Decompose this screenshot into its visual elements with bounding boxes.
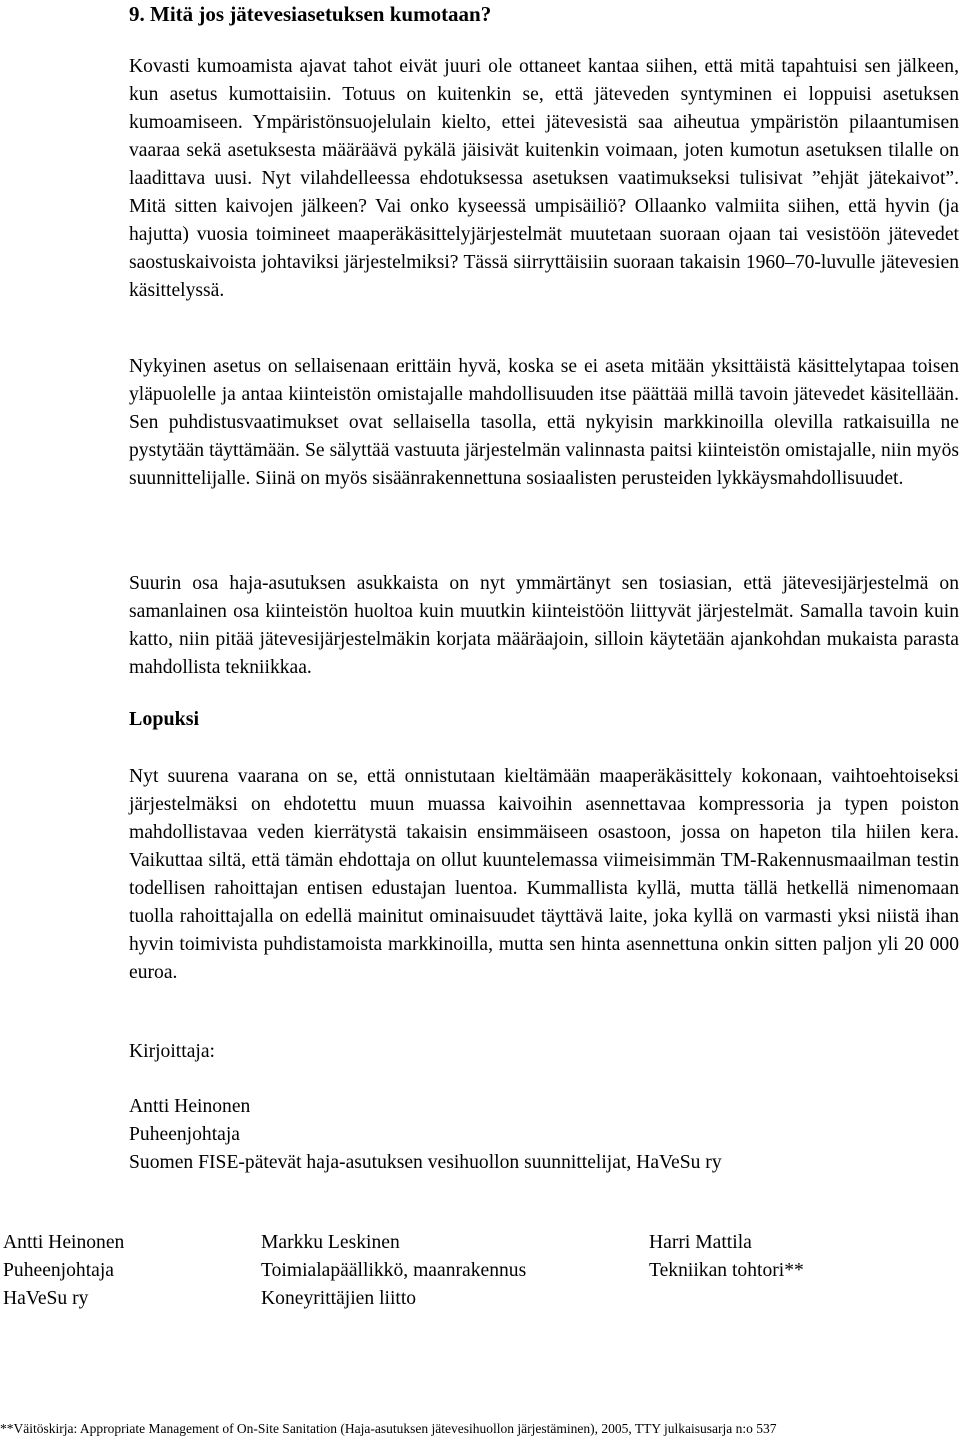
signature-org: HaVeSu ry	[3, 1288, 89, 1309]
signature-role: Tekniikan tohtori**	[649, 1260, 804, 1281]
signature-org	[649, 1285, 804, 1313]
signature-name: Markku Leskinen	[261, 1232, 400, 1253]
signature-block-1	[3, 1229, 124, 1313]
signature-role: Puheenjohtaja	[3, 1260, 114, 1281]
signature-name: Harri Mattila	[649, 1232, 752, 1253]
subheading-lopuksi: Lopuksi	[129, 708, 200, 730]
signature-block-3	[649, 1229, 804, 1313]
signature-org: Koneyrittäjien liitto	[261, 1288, 417, 1309]
signature-block-2	[261, 1229, 526, 1313]
signature-name: Antti Heinonen	[3, 1232, 125, 1253]
signature-role: Toimialapäällikkö, maanrakennus	[261, 1260, 527, 1281]
author-title: Puheenjohtaja	[129, 1124, 240, 1145]
author-org: Suomen FISE-pätevät haja-asutuksen vesihuollon suunnittelijat, HaVeSu ry	[129, 1152, 722, 1173]
closing-paragraph: Nyt suurena vaarana on se, että onnistutaan kieltämään maaperäkäsittely kokonaan, vaihtoehtoiseksi järjestelmäksi on ehdotettu muun muassa kaivoihin asennettavaa kompressoria ja typen poiston mahdollistavaa veden kierrätystä takaisin ensimmäiseen osastoon, jossa on hapeton tila hiilen kera. Vaikuttaa siltä, että tämän ehdottaja on ollut kuuntelemassa viimeisimmän TM-Rakennusmaailman testin todellisen rahoittajan entisen edustajan luentoa. Kummallista kyllä, mutta tällä hetkellä nimenomaan tuolla rahoittajalla on edellä mainitut ominaisuudet täyttävä laite, joka kyllä on varmasti yksi niistä ihan hyvin toimivista puhdistamoista markkinoilla, mutta sen hinta asennettuna onkin sitten paljon yli 20 000 euroa.	[129, 766, 959, 983]
paragraph-3: Suurin osa haja-asutuksen asukkaista on nyt ymmärtänyt sen tosiasian, että jätevesijärjestelmä on samanlainen osa kiinteistön huoltoa kuin muutkin kiinteistöön liittyvät järjestelmät. Samalla tavoin kuin katto, niin pitää jätevesijärjestelmäkin korjata määräajoin, silloin käytetään ajankohdan mukaista parasta mahdollista tekniikkaa.	[129, 573, 959, 678]
author-label: Kirjoittaja:	[129, 1041, 215, 1062]
section-heading: 9. Mitä jos jätevesiasetuksen kumotaan?	[129, 2, 492, 26]
paragraph-1: Kovasti kumoamista ajavat tahot eivät juuri ole ottaneet kantaa siihen, että mitä tapahtuisi sen jälkeen, kun asetus kumottaisiin. Totuus on kuitenkin se, että jäteveden syntyminen ei loppuisi asetuksen kumoamiseen. Ympäristönsuojelulain kielto, ettei jätevesistä saa aiheutua ympäristön pilaantumisen vaaraa sekä asetuksesta määräävä pykälä jäisivät kuitenkin voimaan, joten kumotun asetuksen tilalle on laadittava uusi. Nyt vilahdelleessa ehdotuksessa asetuksen vaatimukseksi tulisivat ”ehjät jätekaivot”. Mitä sitten kaivojen jälkeen? Vai onko kyseessä umpisäiliö? Ollaanko valmiita siihen, että hyvin (ja hajutta) vuosia toimineet maaperäkäsittelyjärjestelmät muutetaan suoraan ojaan tai vesistöön jätevedet saostuskaivoista johtaviksi järjestelmiksi? Tässä siirryttäisiin suoraan takaisin 1960–70-luvulle jätevesien käsittelyssä.	[129, 56, 959, 301]
author-name: Antti Heinonen	[129, 1096, 251, 1117]
footnote: **Väitöskirja: Appropriate Management of On-Site Sanitation (Haja-asutuksen jätevesihuollon järjestäminen), 2005, TTY julkaisusarja n:o 537	[0, 1421, 777, 1436]
paragraph-2: Nykyinen asetus on sellaisenaan erittäin hyvä, koska se ei aseta mitään yksittäistä käsittelytapaa toisen yläpuolelle ja antaa kiinteistön omistajalle mahdollisuuden itse päättää millä tavoin jätevedet käsitellään. Sen puhdistusvaatimukset ovat sellaisella tasolla, että nykyisin markkinoilla olevilla ratkaisuilla ne pystytään täyttämään. Se sälyttää vastuuta järjestelmän valinnasta paitsi kiinteistön omistajalle, niin myös suunnittelijalle. Siinä on myös sisäänrakennettuna sosiaalisten perusteiden lykkäysmahdollisuudet.	[129, 356, 959, 489]
